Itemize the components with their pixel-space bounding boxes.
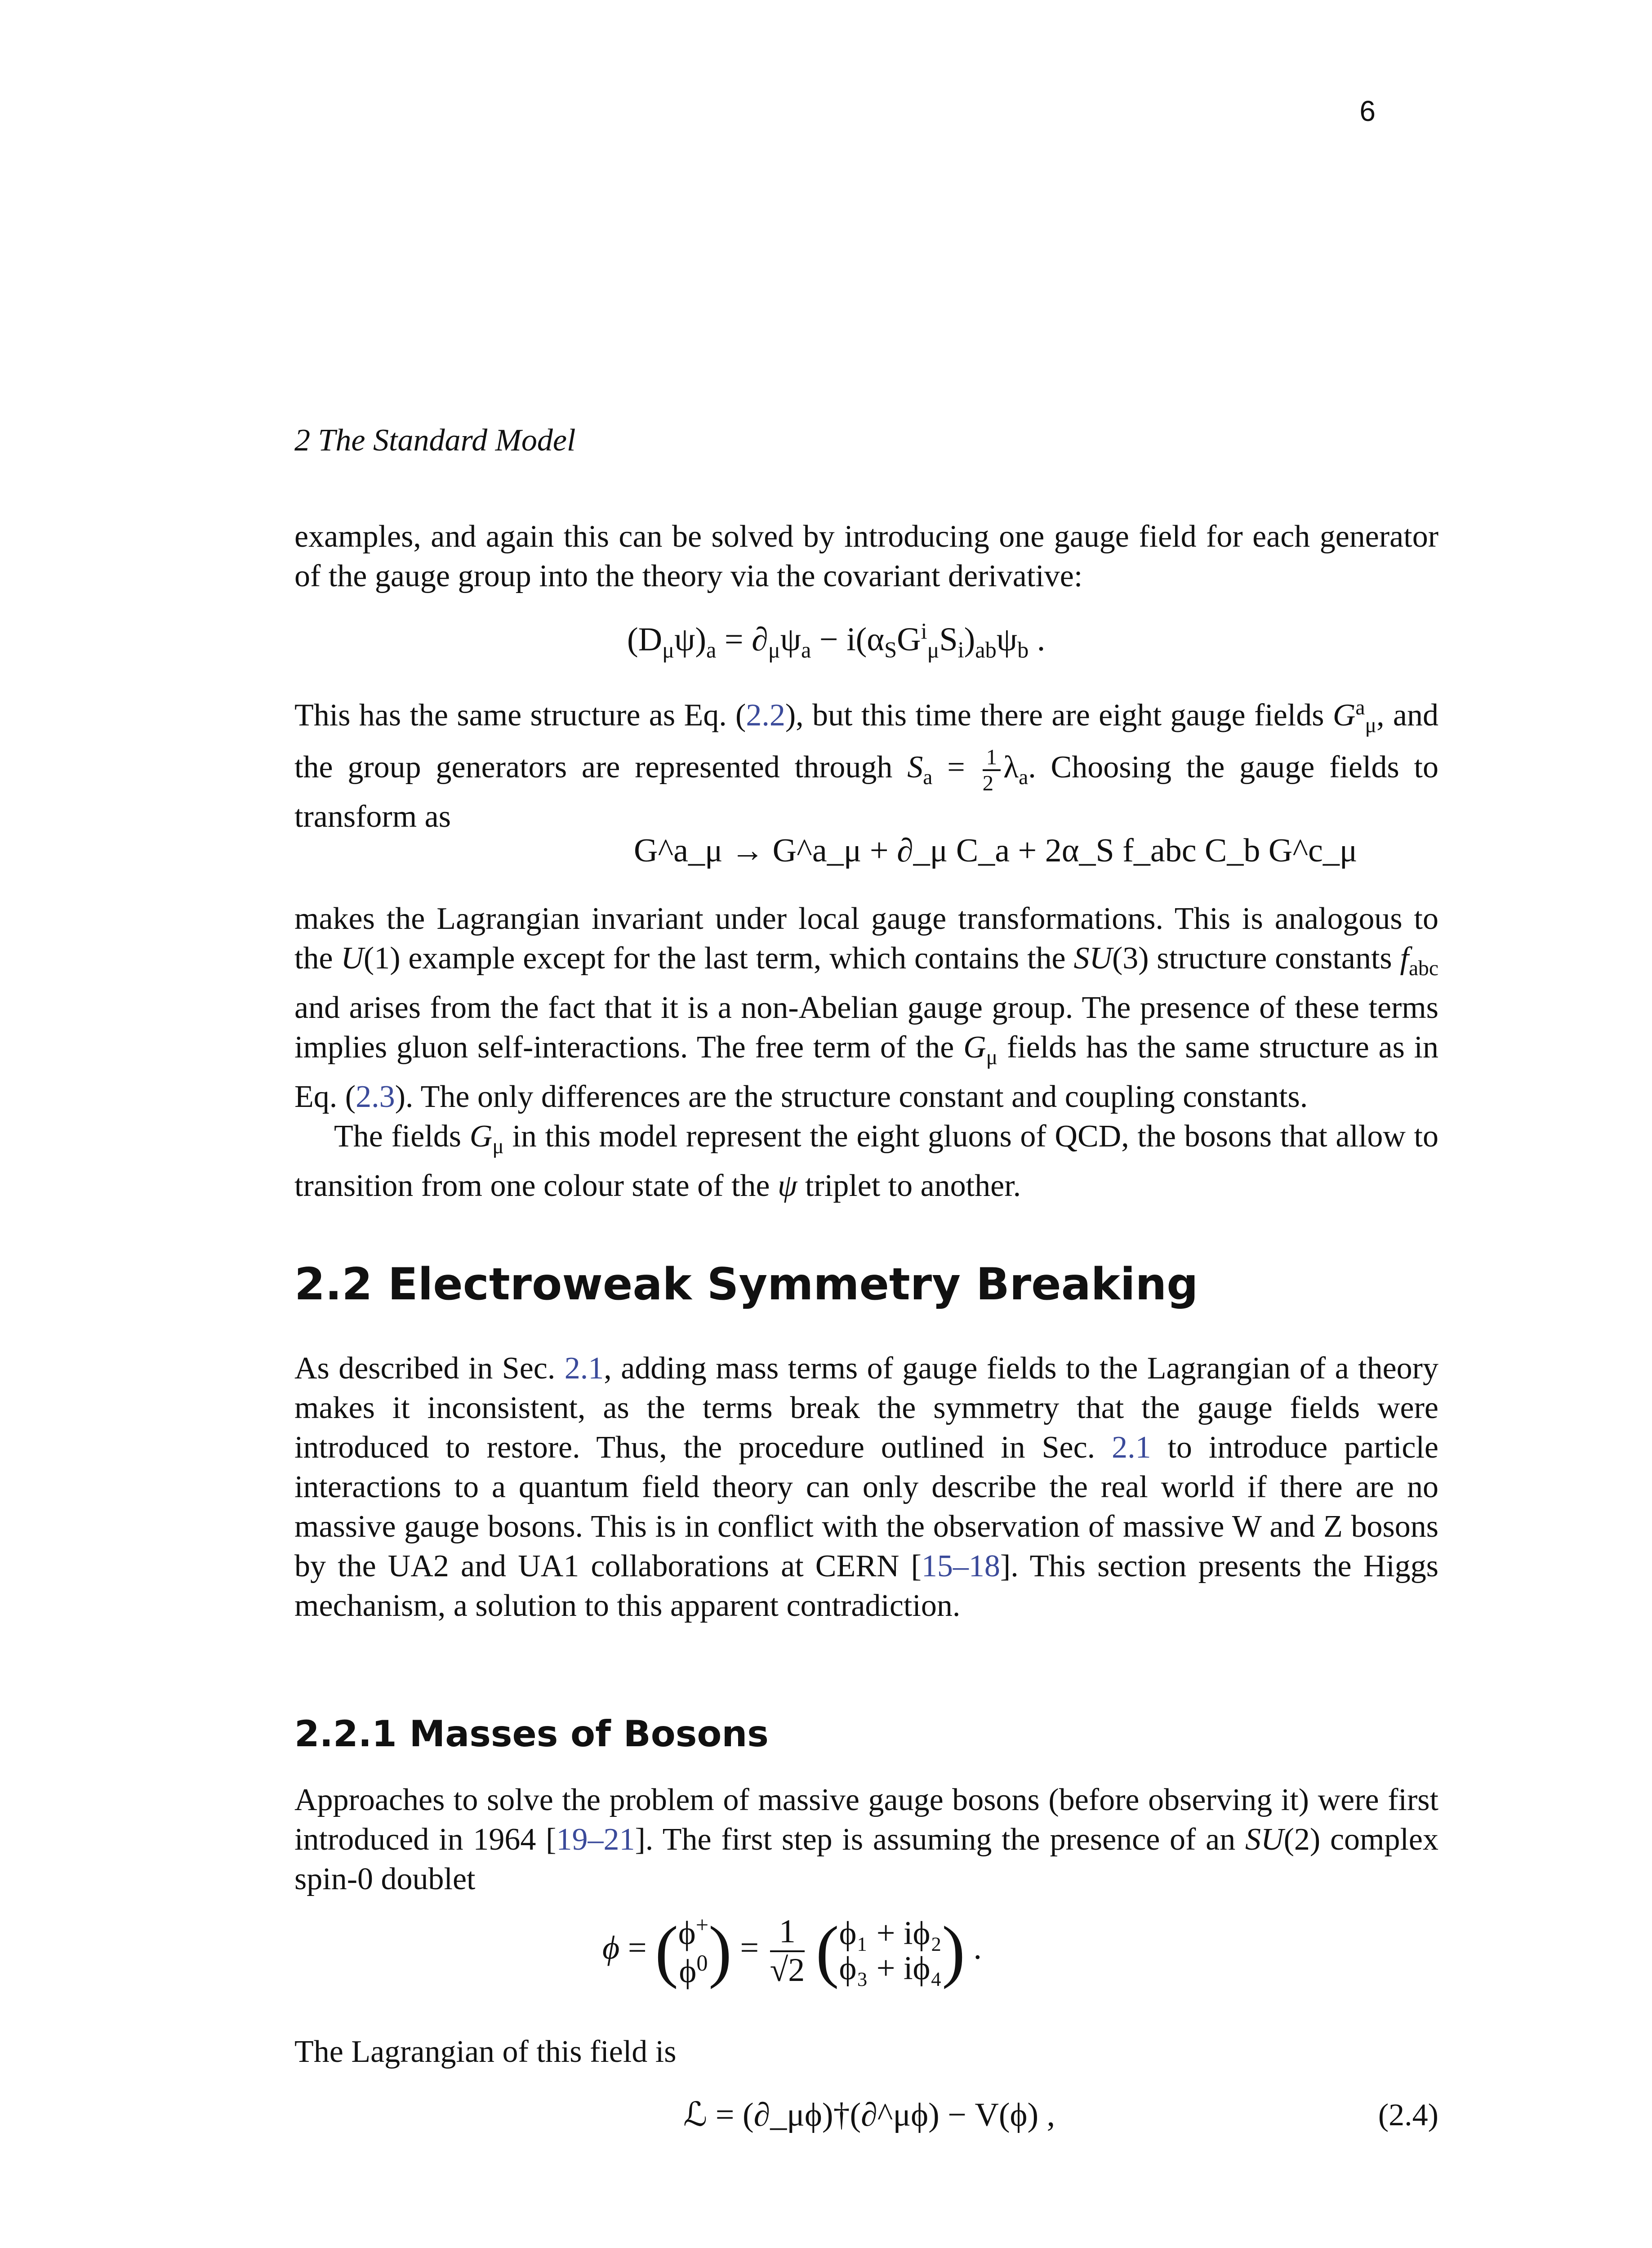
equation-lagrangian: ℒ = (∂_μϕ)†(∂^μϕ) − V(ϕ) ,: [683, 2096, 1055, 2133]
eq-ref-2-3[interactable]: 2.3: [356, 1079, 395, 1114]
equation-gauge-transform: G^a_μ → G^a_μ + ∂_μ C_a + 2α_S f_abc C_b G^c_μ: [634, 832, 1358, 869]
paragraph-2: This has the same structure as Eq. (2.2), but this time there are eight gauge fields $G^a_\mu$, and the group generators are represented through $S_a$ = $\frac{1}{2}$ $\lambda_a$. Choosing the gauge fields to transform as: [294, 696, 1439, 834]
paragraph-5: As described in Sec. 2.1, adding mass terms of gauge fields to the Lagrangian of a theory makes it inconsistent, as the terms break the symmetry that the gauge fields were introduced to restore. Thus, the procedure outlined in Sec. 2.1 to introduce particle interactions to a quantum field theory can only describe the real world if there are no massive gauge bosons. This is in conflict with the observation of massive W and Z bosons by the UA2 and UA1 collaborations at CERN [15–18]. This section presents the Higgs mechanism, a solution to this apparent contradiction.: [294, 1351, 1438, 1623]
page-number: 6: [1359, 95, 1376, 127]
paragraph-3: makes the Lagrangian invariant under local gauge transformations. This is analogous to the U(1) example except for the last term, which contains the SU(3) structure constants $f_{abc}$ and arises from the fact that it is a non-Abelian gauge group. The presence of these terms implies gluon self-interactions. The free term of the $G_\mu$ fields has the same structure as in Eq. (2.3). The only differences are the structure constant and coupling constants. The fields $G_\mu$ in this model represent the eight gluons of QCD, the bosons that allow to transition from one colour state of the ψ triplet to another.: [294, 899, 1438, 1206]
sec-ref-2-1-b[interactable]: 2.1: [1112, 1430, 1151, 1465]
paragraph-4: The fields $G_\mu$ in this model represent the eight gluons of QCD, the bosons that allow to transition from one colour state of the ψ triplet to another.: [294, 1119, 1438, 1203]
paragraph-1: examples, and again this can be solved by introducing one gauge field for each generator of the gauge group into the theory via the covariant derivative:: [294, 519, 1438, 593]
subsection-heading: 2.2.1 Masses of Bosons: [294, 1713, 769, 1755]
citation-19-21[interactable]: 19–21: [556, 1822, 635, 1857]
equation-number: (2.4): [1378, 2098, 1438, 2132]
equation-doublet: ϕ = ( ϕ+ $\phi^0$ ) = $\frac{1}{√2}$ ( ϕ₁ + iϕ₂ ϕ₃ + iϕ₄ ) .: [602, 1912, 982, 1990]
section-heading: 2.2 Electroweak Symmetry Breaking: [294, 1259, 1198, 1310]
citation-15-18[interactable]: 15–18: [921, 1549, 1000, 1583]
sec-ref-2-1-a[interactable]: 2.1: [564, 1351, 604, 1386]
eq-ref-2-2[interactable]: 2.2: [746, 698, 785, 733]
paragraph-7: The Lagrangian of this field is: [294, 2034, 677, 2069]
equation-covariant-derivative: $(D_\mu\psi)_a = \partial_\mu\psi_a - i(\alpha_SG^i_\mu S_i)_{ab}\psi_b$ .: [627, 619, 1046, 663]
running-head: 2 The Standard Model: [294, 423, 576, 458]
paragraph-6: Approaches to solve the problem of massive gauge bosons (before observing it) were first introduced in 1964 [19–21]. The first step is assuming the presence of an SU(2) complex spin-0 doublet: [294, 1783, 1438, 1896]
